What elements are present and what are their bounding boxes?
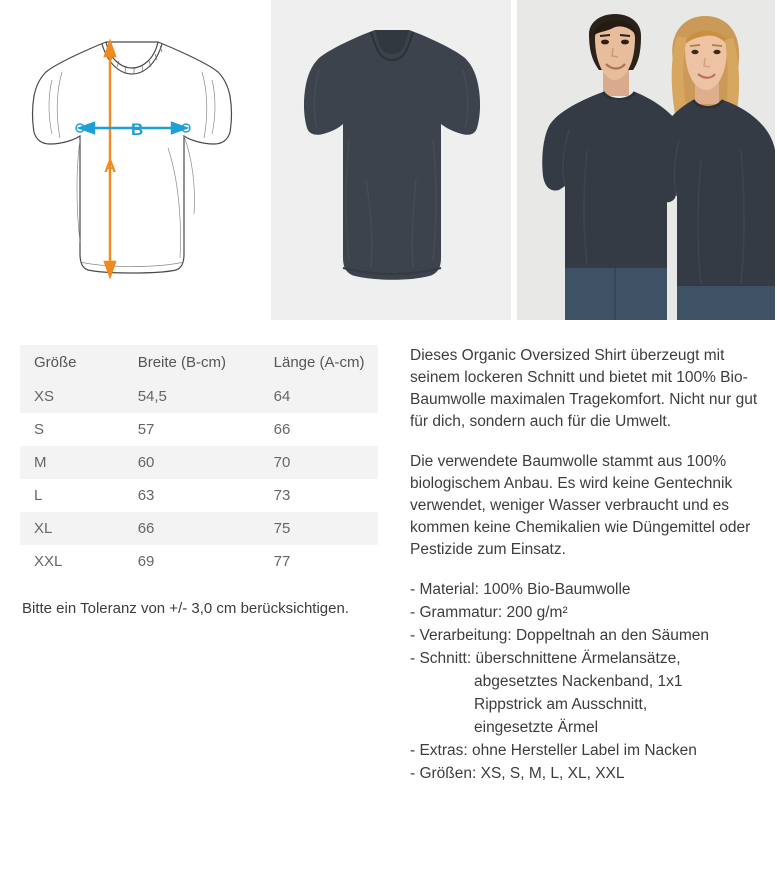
spec-item-continuation: Rippstrick am Ausschnitt, xyxy=(474,696,648,713)
cell-length: 77 xyxy=(260,545,378,578)
tolerance-note: Bitte ein Toleranz von +/- 3,0 cm berücksichtigen. xyxy=(22,600,349,617)
description-column xyxy=(400,345,777,786)
table-row xyxy=(20,413,378,446)
spec-item-continuation: eingesetzte Ärmel xyxy=(474,719,599,736)
product-details-section xyxy=(0,345,777,786)
spec-item: - Extras: ohne Hersteller Label im Nacken xyxy=(410,742,697,759)
cell-size: XXL xyxy=(20,545,124,578)
cell-size: S xyxy=(20,413,124,446)
technical-drawing-icon xyxy=(18,18,248,298)
cell-width: 69 xyxy=(124,545,260,578)
spec-item: - Grammatur: 200 g/m² xyxy=(410,604,568,621)
column-header-length: Länge (A-cm) xyxy=(260,345,378,380)
cell-width: 57 xyxy=(124,413,260,446)
table-row xyxy=(20,545,378,578)
cell-length: 64 xyxy=(260,380,378,413)
models-photo-icon xyxy=(517,0,775,320)
cell-width: 60 xyxy=(124,446,260,479)
cell-size: XL xyxy=(20,512,124,545)
spec-item: - Material: 100% Bio-Baumwolle xyxy=(410,581,631,598)
cell-size: L xyxy=(20,479,124,512)
spec-item: - Schnitt: überschnittene Ärmelansätze, xyxy=(410,650,681,667)
flat-lay-product-image xyxy=(271,0,511,320)
specs-list xyxy=(410,579,767,785)
dimension-a-label: A xyxy=(104,157,117,176)
cell-size: XS xyxy=(20,380,124,413)
table-row xyxy=(20,479,378,512)
column-header-width: Breite (B-cm) xyxy=(124,345,260,380)
cell-length: 73 xyxy=(260,479,378,512)
cell-size: M xyxy=(20,446,124,479)
description-paragraph-1: Dieses Organic Oversized Shirt überzeugt mit seinem lockeren Schnitt und bietet mit 100% Bio-Baumwolle maximalen Tragekomfort. Nicht nur gut für dich, sondern auch für die Umwelt. xyxy=(410,347,758,430)
table-header-row xyxy=(20,345,378,380)
spec-item-continuation: abgesetztes Nackenband, 1x1 xyxy=(474,673,683,690)
technical-drawing-panel xyxy=(0,0,265,320)
model-product-image xyxy=(517,0,775,320)
table-row xyxy=(20,512,378,545)
cell-width: 54,5 xyxy=(124,380,260,413)
table-row xyxy=(20,380,378,413)
column-header-size: Größe xyxy=(20,345,124,380)
dimension-b-label: B xyxy=(131,120,144,139)
spec-item: - Größen: XS, S, M, L, XL, XXL xyxy=(410,765,625,782)
table-row xyxy=(20,446,378,479)
description-paragraph-2: Die verwendete Baumwolle stammt aus 100% biologischem Anbau. Es wird keine Gentechnik verwendet, weniger Wasser verbraucht und es kommen keine Chemikalien wie Düngemittel oder Pestizide zum Einsatz. xyxy=(410,453,751,558)
spec-item: - Verarbeitung: Doppeltnah an den Säumen xyxy=(410,627,710,644)
cell-width: 63 xyxy=(124,479,260,512)
flat-shirt-icon xyxy=(271,0,511,320)
size-chart-table xyxy=(20,345,378,578)
size-chart-column xyxy=(0,345,400,786)
cell-length: 70 xyxy=(260,446,378,479)
cell-length: 75 xyxy=(260,512,378,545)
product-image-row xyxy=(0,0,777,320)
cell-length: 66 xyxy=(260,413,378,446)
cell-width: 66 xyxy=(124,512,260,545)
